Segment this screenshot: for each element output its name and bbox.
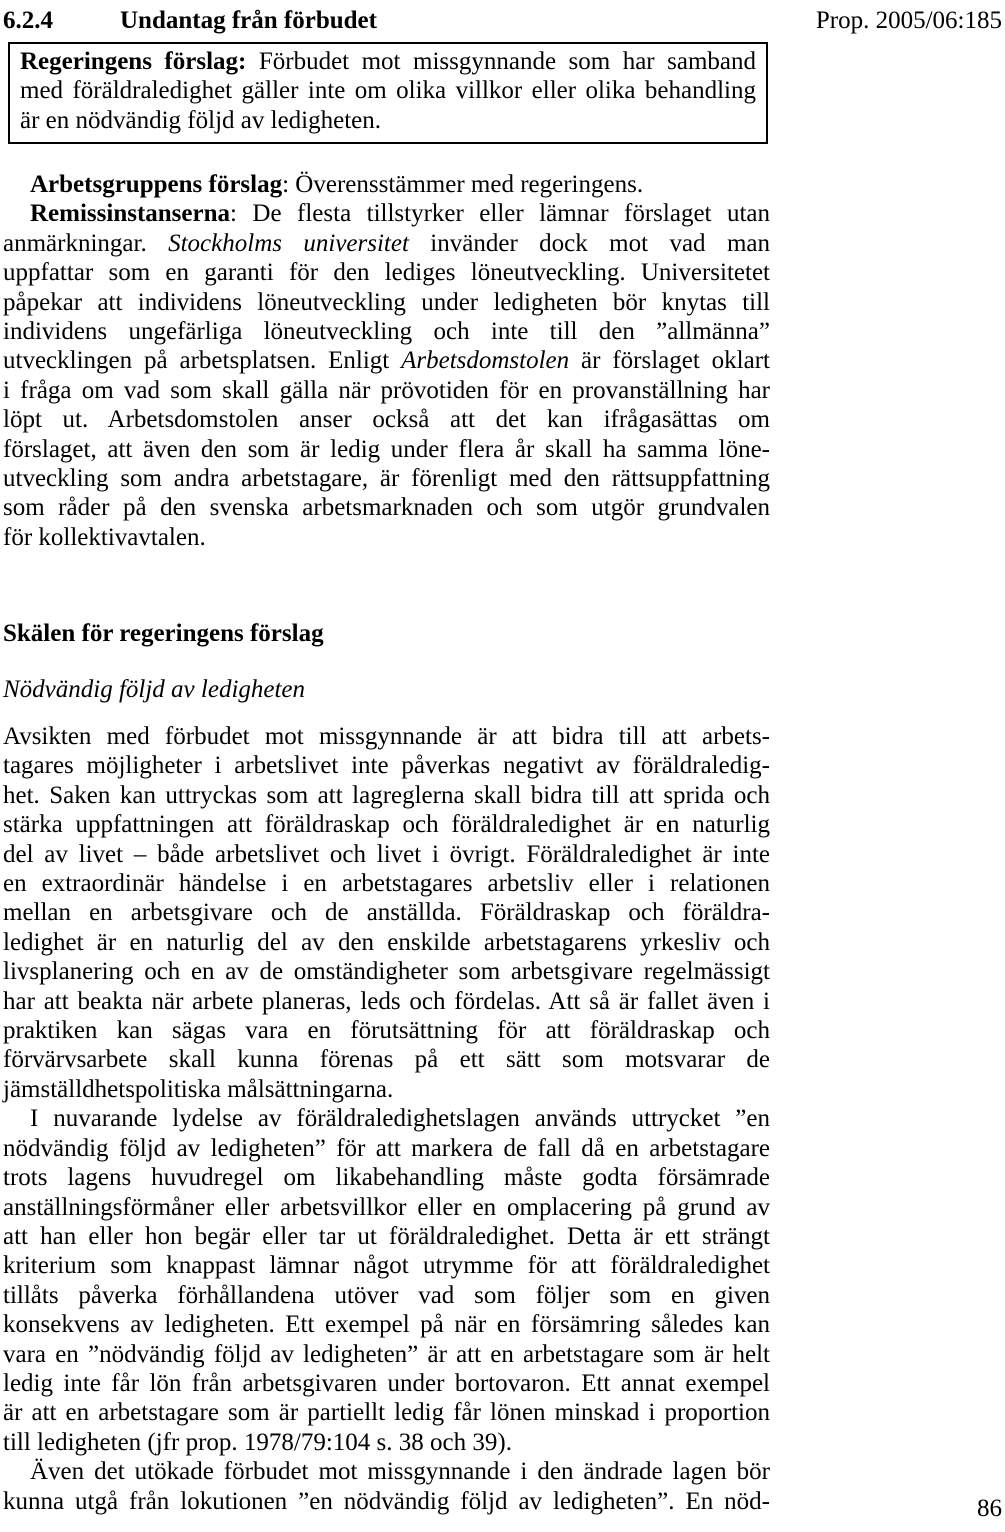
text-line: påpekar att individens löneutveckling under ledigheten bör knytas till <box>3 288 770 316</box>
text-line: kunna utgå från lokutionen ”en nödvändig följd av ledigheten”. En nöd- <box>3 1487 770 1515</box>
text-line: med föräldraledighet gäller inte om olika villkor eller olika behandling <box>20 77 756 105</box>
text-line: I nuvarande lydelse av föräldraledighetslagen används uttrycket ”en <box>30 1105 770 1133</box>
text-line: anställningsförmåner eller arbetsvillkor eller en omplacering på grund av <box>3 1193 770 1221</box>
text-line: är en nödvändig följd av ledigheten. <box>20 106 381 134</box>
text-line: är att en arbetstagare som är partiellt ledig får lönen minskad i proportion <box>3 1399 770 1427</box>
text-line: Avsikten med förbudet mot missgynnande är att bidra till att arbets- <box>3 723 770 750</box>
section-title: Undantag från förbudet <box>120 7 377 34</box>
text-line: utvecklingen på arbetsplatsen. Enligt Arbetsdomstolen är förslaget oklart <box>3 347 770 375</box>
text-line: individens ungefärliga löneutveckling och inte till den ”allmänna” <box>3 318 770 346</box>
text-line: till ledigheten (jfr prop. 1978/79:104 s. 38 och 39). <box>3 1428 512 1456</box>
text-line: kriterium som knappast lämnar något utrymme för att föräldraledighet <box>3 1252 770 1280</box>
text-line: förslaget, att även den som är ledig under flera år skall ha samma löne- <box>3 435 770 463</box>
text-line: praktiken kan sägas vara en förutsättning för att föräldraskap och <box>3 1017 770 1045</box>
text-line: har att beakta när arbete planeras, leds och fördelas. Att så är fallet även i <box>3 987 770 1015</box>
section-header <box>3 7 377 35</box>
text-line: het. Saken kan uttryckas som att lagreglerna skall bidra till att sprida och <box>3 781 770 809</box>
text-line: för kollektivavtalen. <box>3 523 206 551</box>
text-line: ledig inte får lön från arbetsgivaren under bortovaron. Ett annat exempel <box>3 1369 770 1397</box>
text-line: utveckling som andra arbetstagare, är förenligt med den rättsuppfattning <box>3 465 770 493</box>
text-line: livsplanering och en av de omständigheter som arbetsgivare regelmässigt <box>3 958 770 986</box>
text-line: mellan en arbetsgivare och de anställda. Föräldraskap och föräldra- <box>3 899 770 927</box>
text-line: uppfattar som en garanti för den lediges löneutveckling. Universitetet <box>3 259 770 287</box>
text-line: vara en ”nödvändig följd av ledigheten” är att en arbetstagare som är helt <box>3 1340 770 1368</box>
text-line: förvärvsarbete skall kunna förenas på ett sätt som motsvarar de <box>3 1046 770 1074</box>
section-number: 6.2.4 <box>3 7 53 34</box>
text-line: tillåts påverka förhållandena utöver vad som följer som en given <box>3 1281 770 1309</box>
sub-heading: Nödvändig följd av ledigheten <box>3 676 306 703</box>
text-line: Arbetsgruppens förslag: Överensstämmer med regeringens. <box>30 171 644 198</box>
text-line: en extraordinär händelse i en arbetstagares arbetsliv eller i relationen <box>3 870 770 898</box>
text-line: som råder på den svenska arbetsmarknaden och som utgör grundvalen <box>3 494 770 522</box>
text-line: Remissinstanserna: De flesta tillstyrker eller lämnar förslaget utan <box>30 200 770 228</box>
text-line: Även det utökade förbudet mot missgynnande i den ändrade lagen bör <box>30 1458 770 1486</box>
text-line: tagares möjligheter i arbetslivet inte påverkas negativt av föräldraledig- <box>3 752 770 780</box>
text-line: att han eller hon begär eller tar ut föräldraledighet. Detta är ett strängt <box>3 1222 770 1250</box>
text-line: i fråga om vad som skall gälla när prövotiden för en provanställning har <box>3 376 770 404</box>
text-line: anmärkningar. Stockholms universitet invänder dock mot vad man <box>3 229 770 257</box>
reasons-heading: Skälen för regeringens förslag <box>3 620 324 647</box>
remiss-text-block <box>3 170 770 552</box>
text-line: jämställdhetspolitiska målsättningarna. <box>3 1075 394 1103</box>
text-line: Regeringens förslag: Förbudet mot missgynnande som har samband <box>20 48 756 75</box>
reasons-text-block <box>3 722 770 1516</box>
government-proposal-box <box>8 42 768 144</box>
text-line: nödvändig följd av ledigheten” för att markera de fall då en arbetstagare <box>3 1134 770 1162</box>
text-line: ledighet är en naturlig del av den enskilde arbetstagarens yrkesliv och <box>3 928 770 956</box>
text-line: löpt ut. Arbetsdomstolen anser också att det kan ifrågasättas om <box>3 406 770 434</box>
text-line: stärka uppfattningen att föräldraskap och föräldraledighet är en naturlig <box>3 811 770 839</box>
text-line: trots lagens huvudregel om likabehandling måste godta försämrade <box>3 1164 770 1192</box>
text-line: del av livet – både arbetslivet och livet i övrigt. Föräldraledighet är inte <box>3 840 770 868</box>
text-line: konsekvens av ledigheten. Ett exempel på när en försämring således kan <box>3 1311 770 1339</box>
page-number: 86 <box>977 1495 1002 1522</box>
document-reference: Prop. 2005/06:185 <box>815 7 1002 34</box>
